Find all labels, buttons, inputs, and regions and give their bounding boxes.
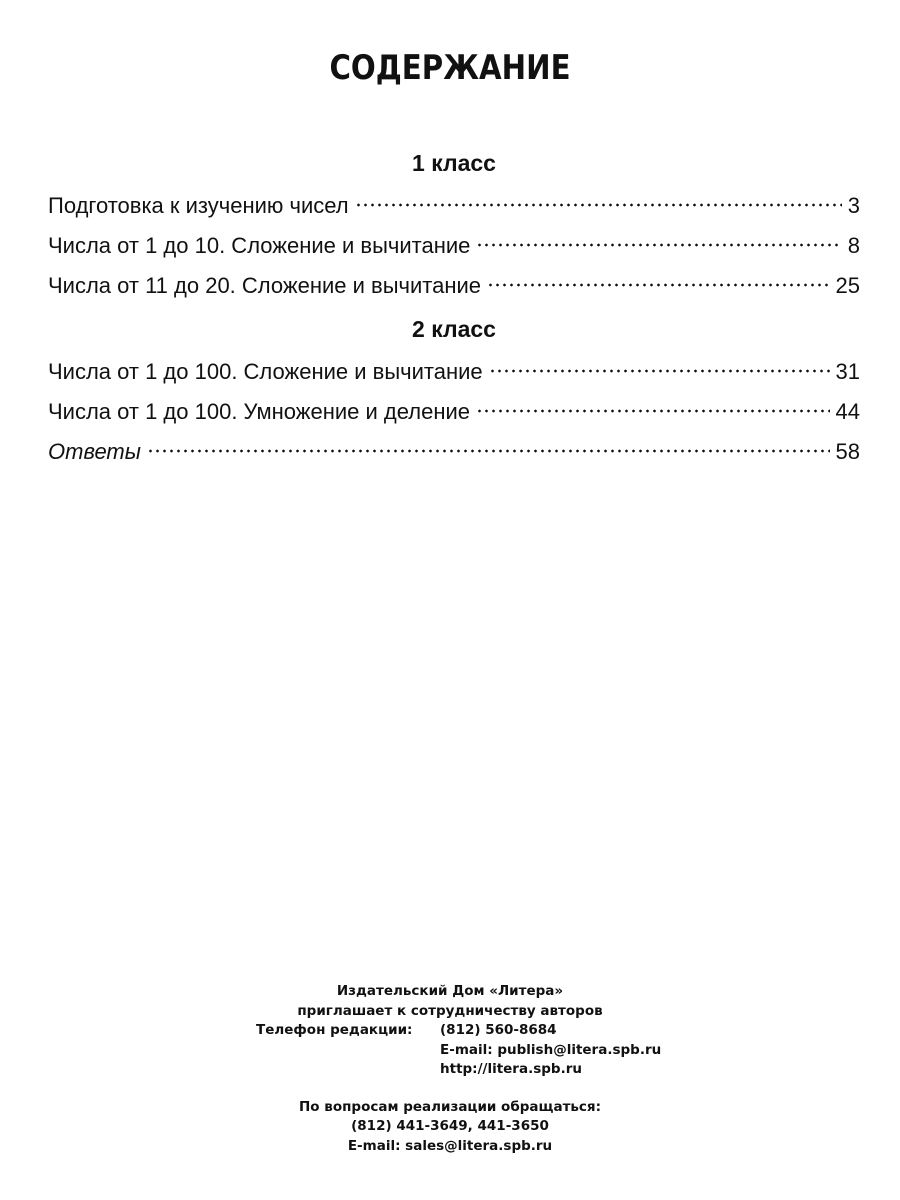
dot-leader (487, 283, 830, 287)
page-title: СОДЕРЖАНИЕ (329, 48, 571, 88)
toc-entry-page: 31 (835, 359, 860, 384)
editorial-email: E-mail: publish@litera.spb.ru (440, 1041, 662, 1058)
toc-entry-page: 8 (847, 233, 860, 258)
toc-entry-answers (48, 432, 860, 472)
table-of-contents (48, 148, 860, 472)
toc-entry (48, 352, 860, 392)
toc-entry (48, 186, 860, 226)
website-row (0, 1060, 900, 1080)
dot-leader (489, 369, 830, 373)
sales-email: E-mail: sales@litera.spb.ru (347, 1137, 553, 1154)
publisher-name: Издательский Дом «Литера» (336, 983, 564, 999)
toc-entry-title: Числа от 1 до 10. Сложение и вычитание (48, 233, 471, 258)
sales-phones: (812) 441-3649, 441-3650 (351, 1118, 549, 1134)
toc-entry-title: Числа от 1 до 100. Сложение и вычитание (48, 359, 483, 384)
toc-entry-title: Числа от 11 до 20. Сложение и вычитание (48, 273, 481, 298)
toc-entry-title: Ответы (48, 439, 141, 464)
editorial-phone-number: (812) 560-8684 (440, 1022, 557, 1038)
toc-entry-page: 44 (835, 399, 860, 424)
editorial-phone-label: Телефон редакции: (256, 1022, 413, 1038)
toc-entry-title: Числа от 1 до 100. Умножение и деление (48, 399, 471, 424)
section-heading-grade-1: 1 класс (412, 150, 496, 176)
sales-heading: По вопросам реализации обращаться: (299, 1098, 601, 1115)
section-heading-grade-2: 2 класс (412, 316, 496, 342)
toc-entry-page: 25 (835, 273, 860, 298)
author-invitation: приглашает к сотрудничеству авторов (297, 1002, 603, 1019)
toc-entry (48, 226, 860, 266)
publisher-website: http://litera.spb.ru (440, 1061, 582, 1077)
toc-entry-title: Подготовка к изучению чисел (48, 193, 349, 218)
toc-entry-page: 58 (835, 439, 860, 464)
dot-leader (355, 203, 842, 207)
toc-entry (48, 392, 860, 432)
dot-leader (476, 243, 841, 247)
toc-entry-page: 3 (847, 193, 860, 218)
dot-leader (476, 409, 829, 413)
imprint-spacer (0, 1080, 900, 1098)
publisher-imprint (0, 982, 900, 1156)
editorial-email-row (0, 1041, 900, 1061)
editorial-phone-row (0, 1021, 900, 1041)
dot-leader (147, 449, 830, 453)
toc-entry (48, 266, 860, 306)
